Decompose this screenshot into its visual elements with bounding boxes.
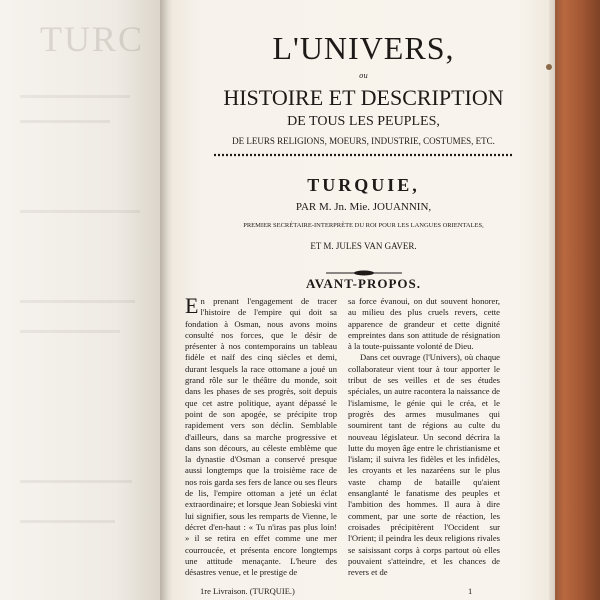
subtitle-tertiary: DE LEURS RELIGIONS, MOEURS, INDUSTRIE, COSTUMES, ETC. — [232, 136, 495, 146]
dotted-rule — [172, 152, 555, 158]
book-title: L'UNIVERS, — [272, 30, 455, 66]
dotted-rule-graphic — [214, 152, 514, 158]
preface-heading: AVANT-PROPOS. — [306, 276, 421, 291]
facing-page — [0, 0, 165, 600]
ghost-line — [20, 95, 130, 98]
paragraph: Dans cet ouvrage (l'Univers), où chaque collaborateur vient tour à tour apporter le tribut de ses veilles et de ses études spéciales, un autre racontera la naissance de l'islamisme, le génie qui le créa, et le progrès des armes musulmanes qui soumirent tant de régions au culte du nouveau législateur. Un second décrira la lutte du moyen âge entre le christianisme et l'islam; il suivra les fidèles et les infidèles, les croyants et les nazaréens sur le plus vaste champ de bataille qu'aient ensanglanté le fanatisme des peuples et l'ambition des hommes. Il aura à dire comment, par une sorte de réaction, les croisades précipitèrent l'Occident sur l'Orient; il peindra les deux religions rivales se saisissant corps à corps partout où elles pouvaient s'atteindre, et les chances de revers et de — [348, 352, 500, 578]
text-column-left — [185, 293, 337, 578]
book-cover — [555, 0, 600, 600]
author-role: PREMIER SECRÉTAIRE-INTERPRÈTE DU ROI POUR LES LANGUES ORIENTALES, — [243, 222, 484, 229]
paragraph: sa force évanoui, on dut souvent honorer, au milieu des plus cruels revers, cette apparence de grandeur et cette dignité empreintes dans son attitude de résignation à la toute-puissante volonté de Dieu. — [348, 296, 500, 352]
author-line: PAR M. Jn. Mie. JOUANNIN, — [295, 201, 432, 213]
coauthor-line: ET M. JULES VAN GAVER. — [310, 241, 417, 251]
ghost-line — [20, 300, 135, 303]
subtitle-secondary: DE TOUS LES PEUPLES, — [287, 114, 440, 129]
text-column-right — [348, 296, 500, 578]
title-conjunction: ou — [359, 72, 368, 80]
ghost-line — [20, 120, 110, 123]
section-title: TURQUIE, — [307, 175, 420, 195]
page-footer-label: 1re Livraison. (TURQUIE.) — [200, 586, 295, 596]
ghost-line — [20, 210, 140, 213]
ghost-line — [20, 330, 120, 333]
ghost-line — [20, 520, 115, 523]
drop-cap: E — [185, 293, 199, 318]
subtitle-main: HISTOIRE ET DESCRIPTION — [223, 85, 504, 110]
facing-page-ghost-text: TURC — [40, 19, 145, 59]
page-number: 1 — [468, 586, 473, 596]
ghost-line — [20, 480, 132, 483]
paragraph: En prenant l'engagement de tracer l'histoire de l'empire qui doit sa fondation à Osman, nous avons moins consulté nos forces, que le désir de présenter à nos contemporains un tableau fidèle et naïf des cinq siècles et demi, durant lesquels la race ottomane a joué un grand rôle sur le théâtre du monde, soit dans les phases de ses progrès, soit depuis que cet astre politique, ayant dépassé le point de son apogée, se précipite trop rapidement vers son déclin. Semblable d'ailleurs, dans sa marche progressive et dans son décours, au céleste emblème que la dynastie d'Osman a conservé presque aussi longtemps que la troisième race de nos rois garda ses fers de lance ou ses fleurs de lis, l'empire ottoman a jeté un éclat extraordinaire; et lorsque Jean Sobieski vint lui signifier, sous les remparts de Vienne, le décret d'en-haut : « Tu n'iras pas plus loin! » il se retira en effet comme une mer courroucée, et présenta encore longtemps une attitude menaçante. L'heure des désastres venue, et le prestige de — [185, 293, 337, 578]
